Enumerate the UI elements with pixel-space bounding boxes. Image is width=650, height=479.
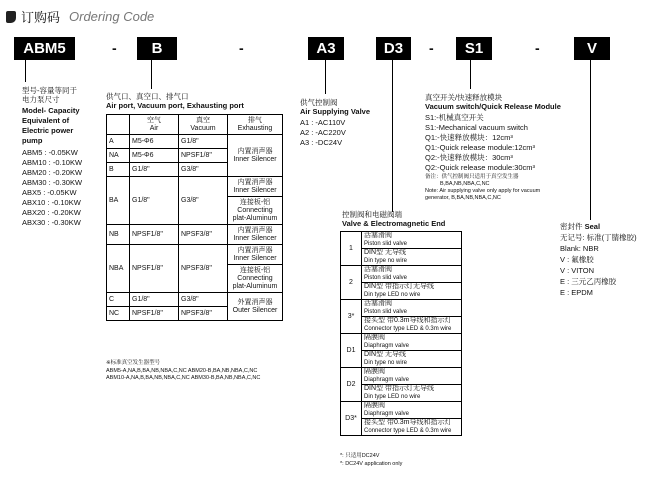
model-item: ABX30 : -0.30KW bbox=[22, 218, 81, 227]
seal-zh: 密封件 bbox=[560, 222, 583, 231]
valve-code: D3* bbox=[341, 402, 362, 436]
table-row bbox=[341, 368, 462, 385]
ports-note-3: ABM10-A,NA,B,BA,NB,NBA,C,NC ABM30-B,BA,NB,NBA,C,NC bbox=[106, 375, 261, 381]
valve-cell-zh: DIN型 无导线 bbox=[364, 249, 406, 256]
model-en-2: Equivalent of bbox=[22, 116, 70, 125]
valve-cell-zh: 隔膜阀 bbox=[364, 368, 385, 375]
model-en-4: pump bbox=[22, 136, 43, 145]
exh-inner-zh: 内置消声器 bbox=[237, 226, 273, 234]
model-item: ABM5 : -0.05KW bbox=[22, 148, 78, 157]
valve-cell-zh: DIN型 带指示灯无导线 bbox=[364, 385, 434, 392]
table-row bbox=[341, 300, 462, 317]
valve-cell bbox=[362, 249, 462, 266]
page-title bbox=[6, 7, 154, 26]
row-air: G1/8" bbox=[130, 163, 179, 177]
supply-item: A1 : -AC110V bbox=[300, 118, 346, 127]
valve-cell-zh: DIN型 带指示灯无导线 bbox=[364, 283, 434, 290]
valve-note-2: *: DC24V application only bbox=[340, 461, 403, 467]
exh-conn-zh: 连接板-铝 bbox=[239, 266, 271, 274]
exh-conn-en2: plat-Aluminum bbox=[232, 282, 278, 290]
header-vac-en: Vacuum bbox=[190, 124, 216, 132]
header-air-en: Air bbox=[149, 124, 159, 132]
valve-cell-en: Piston slid valve bbox=[364, 309, 408, 315]
valve-cell-en: Din type no wire bbox=[364, 360, 408, 366]
switch-item: Q1:-快速释放模块：12cm³ bbox=[425, 133, 513, 142]
row-vac: G3/8" bbox=[179, 177, 228, 225]
code-box-port: B bbox=[137, 37, 177, 60]
title-zh: 订购码 bbox=[21, 10, 61, 25]
row-air: NPSF1/8" bbox=[130, 225, 179, 245]
ports-en: Air port, Vacuum port, Exhausting port bbox=[106, 101, 244, 110]
valve-cell-en: Diaphragm valve bbox=[364, 377, 410, 383]
switch-item: Q2:-快速释放模块：30cm³ bbox=[425, 153, 513, 162]
exh-inner-zh: 内置消声器 bbox=[237, 246, 273, 254]
header-vac-zh: 真空 bbox=[196, 116, 210, 124]
header-exh-en: Exhausting bbox=[237, 124, 273, 132]
valve-cell bbox=[362, 402, 462, 419]
valve-code: D1 bbox=[341, 334, 362, 368]
model-item: ABM30 : -0.30KW bbox=[22, 178, 83, 187]
valve-cell bbox=[362, 266, 462, 283]
connector-switch bbox=[470, 60, 471, 89]
model-item: ABX5 : -0.05KW bbox=[22, 188, 77, 197]
model-item: ABM10 : -0.10KW bbox=[22, 158, 83, 167]
exh-outer-zh: 外置消声器 bbox=[237, 298, 273, 306]
switch-item: Q2:-Quick release module:30cm³ bbox=[425, 163, 536, 172]
row-vac: G1/8" bbox=[179, 135, 228, 149]
switch-note-en2: generator, B,BA,NB,NBA,C,NC bbox=[425, 195, 501, 201]
row-air: G1/8" bbox=[130, 177, 179, 225]
row-vac: NPSF3/8" bbox=[179, 307, 228, 321]
model-en-1: Model- Capacity bbox=[22, 106, 80, 115]
ports-note-2: ABM5-A,NA,B,BA,NB,NBA,C,NC ABM20-B,BA,NB,NBA,C,NC bbox=[106, 368, 258, 374]
switch-item: Q1:-Quick release module:12cm³ bbox=[425, 143, 536, 152]
valve-cell bbox=[362, 368, 462, 385]
title-en: Ordering Code bbox=[69, 9, 155, 24]
valve-cell bbox=[362, 317, 462, 334]
switch-note-zh2: B,BA,NB,NBA,C,NC bbox=[440, 181, 490, 187]
connector-model bbox=[25, 60, 26, 82]
table-row bbox=[107, 225, 283, 245]
valve-cell bbox=[362, 334, 462, 351]
row-code: BA bbox=[107, 177, 130, 225]
exh-inner-en: Inner Silencer bbox=[233, 234, 277, 242]
table-row bbox=[341, 402, 462, 419]
table-row bbox=[107, 115, 283, 135]
exh-inner-en: Inner Silencer bbox=[233, 254, 277, 262]
supply-zh: 供气控制阀 bbox=[300, 98, 338, 107]
valve-cell bbox=[362, 300, 462, 317]
dash-4: - bbox=[535, 40, 540, 56]
connector-valve bbox=[392, 60, 393, 212]
valve-cell-en: Piston slid valve bbox=[364, 275, 408, 281]
connector-seal bbox=[590, 60, 591, 220]
table-row bbox=[341, 232, 462, 249]
row-vac: G3/8" bbox=[179, 293, 228, 307]
exh-inner-en: Inner Silencer bbox=[233, 186, 277, 194]
model-item: ABX10 : -0.10KW bbox=[22, 198, 81, 207]
code-box-seal: V bbox=[574, 37, 610, 60]
row-code: NB bbox=[107, 225, 130, 245]
valve-cell-zh: 接头型 带0.3m导线和指示灯 bbox=[364, 317, 452, 324]
exh-inner-en: Inner Silencer bbox=[233, 155, 277, 163]
dash-2: - bbox=[239, 40, 244, 56]
table-row bbox=[107, 245, 283, 265]
valve-code: 1 bbox=[341, 232, 362, 266]
switch-item: S1:-机械真空开关 bbox=[425, 113, 484, 122]
valve-zh: 控制阀和电磁阀端 bbox=[342, 210, 402, 219]
code-box-switch: S1 bbox=[456, 37, 492, 60]
supply-item: A2 : -AC220V bbox=[300, 128, 346, 137]
valve-cell-en: Diaphragm valve bbox=[364, 343, 410, 349]
row-code: NA bbox=[107, 149, 130, 163]
valve-cell-zh: DIN型 无导线 bbox=[364, 351, 406, 358]
table-row bbox=[107, 135, 283, 149]
row-air: M5-Φ6 bbox=[130, 135, 179, 149]
valve-cell-zh: 活塞滑阀 bbox=[364, 300, 392, 307]
switch-en: Vacuum switch/Quick Release Module bbox=[425, 102, 561, 111]
valve-cell-zh: 接头型 带0.3m导线和指示灯 bbox=[364, 419, 452, 426]
valve-cell-en: Piston slid valve bbox=[364, 241, 408, 247]
valve-cell bbox=[362, 283, 462, 300]
valve-cell-zh: 活塞滑阀 bbox=[364, 232, 392, 239]
valve-code: 3* bbox=[341, 300, 362, 334]
row-vac: G3/8" bbox=[179, 163, 228, 177]
row-air: NPSF1/8" bbox=[130, 245, 179, 293]
switch-zh: 真空开关/快速释放模块 bbox=[425, 93, 503, 102]
valve-note-1: *: 只适用DC24V bbox=[340, 453, 380, 459]
valve-cell-en: Connector type LED & 0.3m wire bbox=[364, 428, 452, 434]
valve-cell bbox=[362, 232, 462, 249]
code-box-valve: D3 bbox=[376, 37, 411, 60]
seal-item: 无记号: 标准(丁腈橡胶) bbox=[560, 233, 637, 242]
document-icon bbox=[6, 11, 16, 23]
row-vac: NPSF3/8" bbox=[179, 245, 228, 293]
supply-item: A3 : -DC24V bbox=[300, 138, 343, 147]
valve-table bbox=[340, 231, 462, 436]
ports-zh: 供气口、真空口、排气口 bbox=[106, 92, 189, 101]
switch-note-en: Note: Air supplying valve only apply for vacuum bbox=[425, 188, 541, 194]
exh-conn-en2: plat-Aluminum bbox=[232, 214, 278, 222]
valve-cell-en: Connector type LED & 0.3m wire bbox=[364, 326, 452, 332]
valve-cell-en: Diaphragm valve bbox=[364, 411, 410, 417]
switch-item: S1:-Mechanical vacuum switch bbox=[425, 123, 528, 132]
model-zh-2: 电力泵尺寸 bbox=[22, 95, 60, 104]
ports-note-1: ※标准真空发生器型号 bbox=[106, 360, 161, 366]
connector-supply bbox=[325, 60, 326, 94]
valve-cell-en: Din type no wire bbox=[364, 258, 408, 264]
valve-en: Valve & Electromagnetic End bbox=[342, 219, 446, 228]
table-row bbox=[341, 334, 462, 351]
header-air-zh: 空气 bbox=[147, 116, 161, 124]
table-row bbox=[341, 266, 462, 283]
exh-conn-en1: Connecting bbox=[237, 274, 273, 282]
seal-item: E : 三元乙丙橡胶 bbox=[560, 277, 617, 286]
switch-note-zh: 备注：供气控制阀只适用于真空发生器 bbox=[425, 174, 519, 180]
model-en-3: Electric power bbox=[22, 126, 74, 135]
exh-conn-en1: Connecting bbox=[237, 206, 273, 214]
code-box-supply: A3 bbox=[308, 37, 344, 60]
header-exh-zh: 排气 bbox=[248, 116, 262, 124]
seal-item: E : EPDM bbox=[560, 288, 593, 297]
seal-item: V : 氟橡胶 bbox=[560, 255, 594, 264]
valve-cell-zh: 活塞滑阀 bbox=[364, 266, 392, 273]
table-row bbox=[107, 293, 283, 307]
seal-item: V : VITON bbox=[560, 266, 595, 275]
model-zh-1: 型号-容量等同于 bbox=[22, 86, 77, 95]
seal-item: Blank: NBR bbox=[560, 244, 599, 253]
valve-cell bbox=[362, 351, 462, 368]
exh-conn-zh: 连接板-铝 bbox=[239, 198, 271, 206]
valve-cell-en: Din type LED no wire bbox=[364, 292, 421, 298]
row-code: NBA bbox=[107, 245, 130, 293]
exh-outer-en: Outer Silencer bbox=[232, 306, 278, 314]
valve-cell bbox=[362, 419, 462, 436]
valve-cell-zh: 隔膜阀 bbox=[364, 402, 385, 409]
ports-table bbox=[106, 114, 283, 321]
dash-1: - bbox=[112, 40, 117, 56]
dash-3: - bbox=[429, 40, 434, 56]
row-air: NPSF1/8" bbox=[130, 307, 179, 321]
table-row bbox=[107, 177, 283, 197]
exh-inner-zh: 内置消声器 bbox=[237, 178, 273, 186]
seal-en: Seal bbox=[584, 222, 601, 231]
valve-cell-zh: 隔膜阀 bbox=[364, 334, 385, 341]
valve-code: D2 bbox=[341, 368, 362, 402]
model-item: ABM20 : -0.20KW bbox=[22, 168, 83, 177]
code-box-model: ABM5 bbox=[14, 37, 75, 60]
row-code: B bbox=[107, 163, 130, 177]
model-item: ABX20 : -0.20KW bbox=[22, 208, 81, 217]
row-vac: NPSF3/8" bbox=[179, 225, 228, 245]
connector-port bbox=[151, 60, 152, 89]
valve-code: 2 bbox=[341, 266, 362, 300]
supply-en: Air Supplying Valve bbox=[300, 107, 371, 116]
exh-inner-zh: 内置消声器 bbox=[237, 147, 273, 155]
row-code: A bbox=[107, 135, 130, 149]
row-code: NC bbox=[107, 307, 130, 321]
row-air: G1/8" bbox=[130, 293, 179, 307]
row-air: M5-Φ6 bbox=[130, 149, 179, 163]
row-vac: NPSF1/8" bbox=[179, 149, 228, 163]
row-code: C bbox=[107, 293, 130, 307]
valve-cell bbox=[362, 385, 462, 402]
valve-cell-en: Din type LED no wire bbox=[364, 394, 421, 400]
